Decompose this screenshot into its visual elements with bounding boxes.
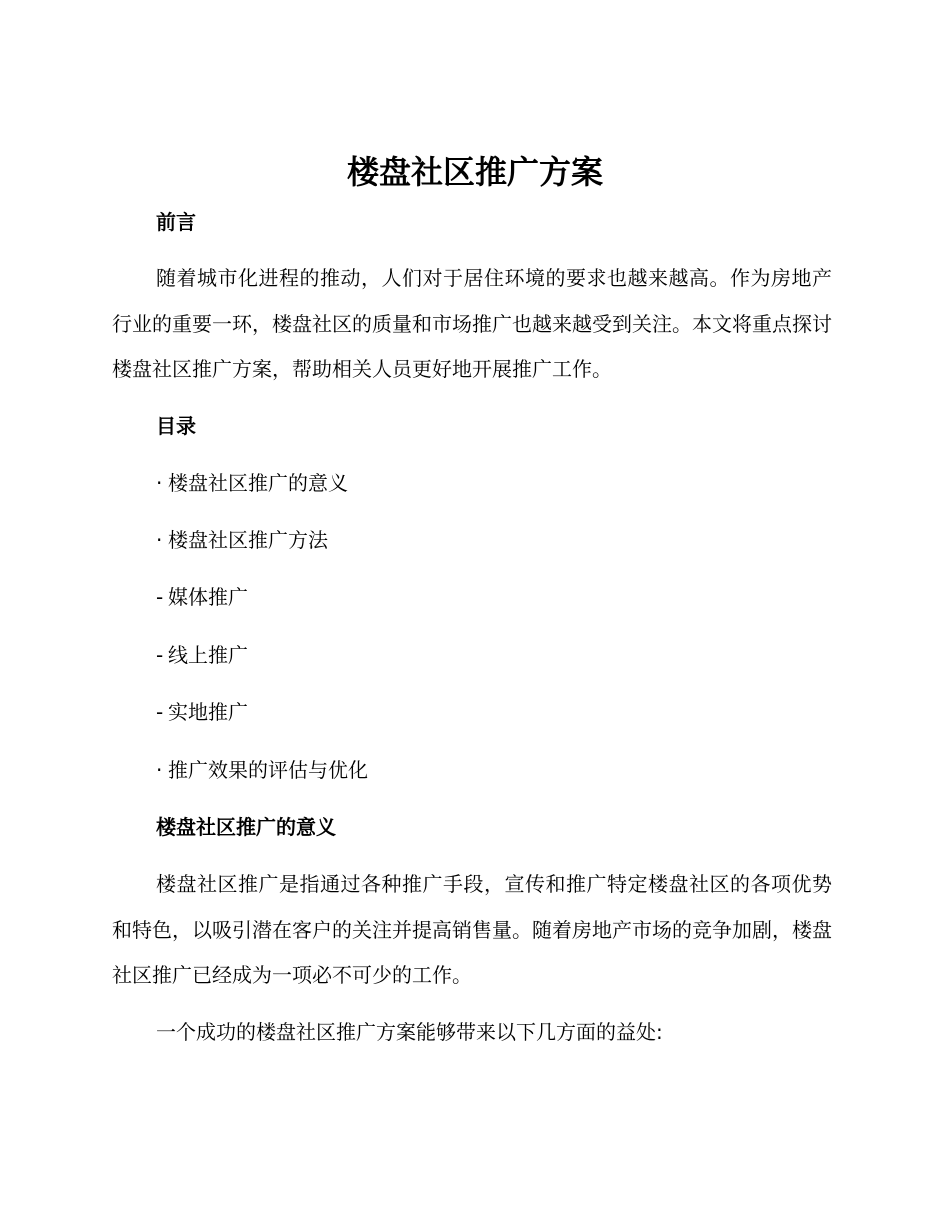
toc-bullet-marker: ·	[156, 528, 163, 552]
toc-item-text: 楼盘社区推广方法	[168, 528, 328, 552]
toc-item	[156, 525, 328, 555]
toc-item	[156, 640, 248, 670]
toc-item-text: 实地推广	[168, 700, 248, 724]
toc-item	[156, 697, 248, 727]
toc-item	[156, 582, 248, 612]
toc-bullet-marker: ·	[156, 471, 163, 495]
toc-dash-marker: -	[156, 700, 164, 724]
intro-paragraph: 随着城市化进程的推动，人们对于居住环境的要求也越来越高。作为房地产行业的重要一环，楼盘社区的质量和市场推广也越来越受到关注。本文将重点探讨楼盘社区推广方案，帮助相关人员更好地开展推广工作。	[112, 266, 832, 381]
section-paragraph: 楼盘社区推广是指通过各种推广手段，宣传和推广特定楼盘社区的各项优势和特色，以吸引潜在客户的关注并提高销售量。随着房地产市场的竞争加剧，楼盘社区推广已经成为一项必不可少的工作。	[112, 872, 832, 987]
toc-heading: 目录	[156, 414, 196, 438]
section-paragraph: 一个成功的楼盘社区推广方案能够带来以下几方面的益处:	[156, 1020, 663, 1044]
toc-item-text: 线上推广	[168, 643, 248, 667]
toc-bullet-marker: ·	[156, 758, 163, 782]
document-title: 楼盘社区推广方案	[346, 153, 603, 191]
toc-item-text: 楼盘社区推广的意义	[168, 471, 348, 495]
toc-dash-marker: -	[156, 643, 164, 667]
toc-item	[156, 755, 368, 785]
toc-dash-marker: -	[156, 585, 164, 609]
section-heading: 楼盘社区推广的意义	[156, 815, 336, 839]
intro-heading: 前言	[156, 210, 196, 234]
toc-item	[156, 468, 348, 498]
toc-item-text: 媒体推广	[168, 585, 248, 609]
toc-item-text: 推广效果的评估与优化	[168, 758, 368, 782]
